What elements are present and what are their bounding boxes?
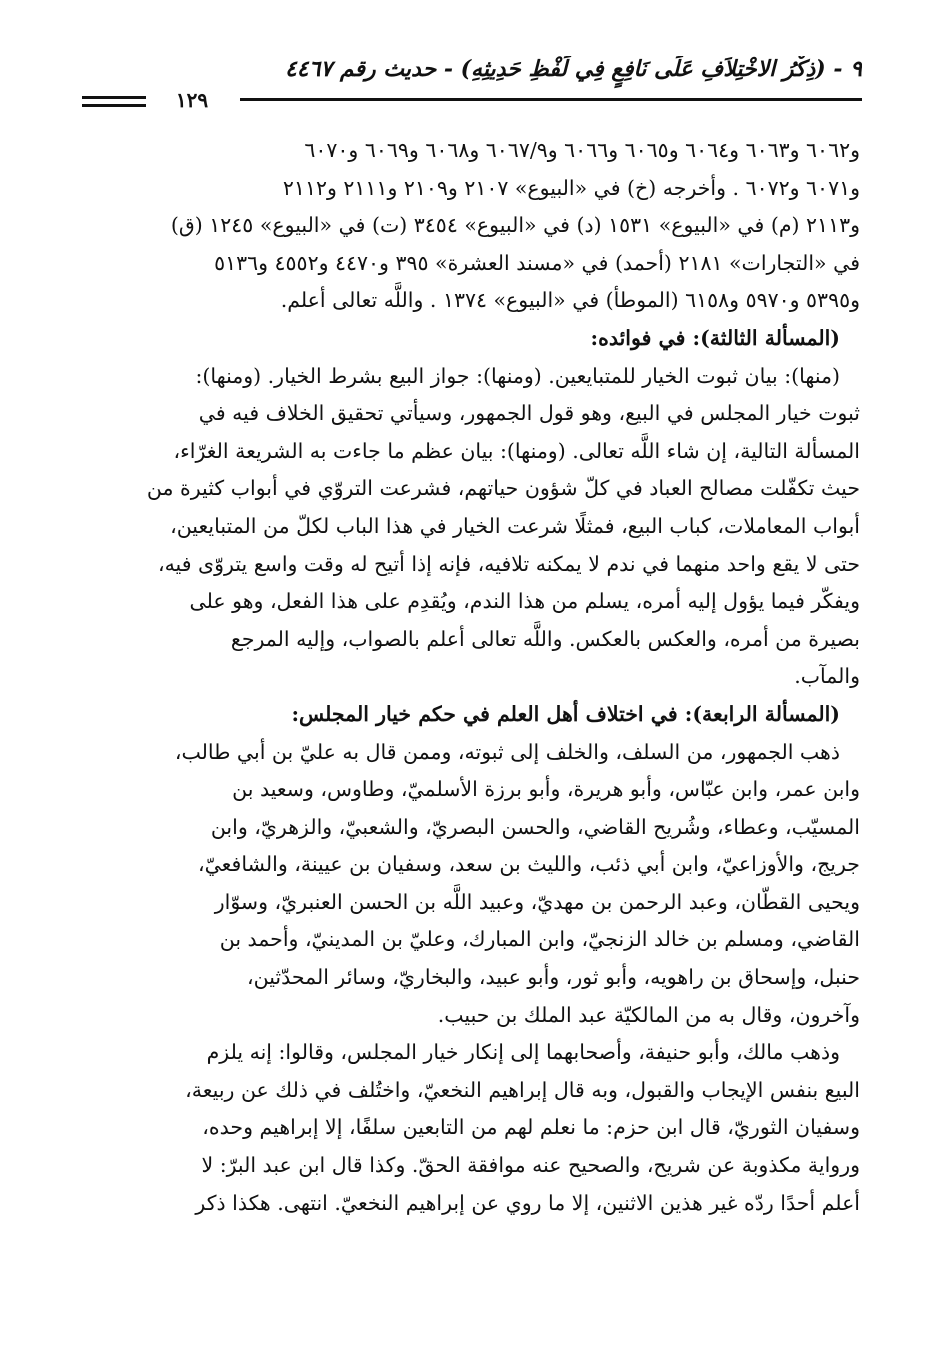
text-line: البيع بنفس الإيجاب والقبول، وبه قال إبراهيم النخعيّ، واختُلف في ذلك عن ربيعة، [185, 1077, 860, 1102]
section-heading-third-issue: (المسألة الثالثة): في فوائده: [590, 325, 840, 350]
text-line: وسفيان الثوريّ، قال ابن حزم: ما نعلم لهم من التابعين سلفًا، إلا إبراهيم وحده، [202, 1115, 860, 1140]
running-header-title: ٩ - (ذِكْرُ الاخْتِلاَفِ عَلَى نَافِعٍ فِي لَفْظِ حَدِيثِهِ) - حديث رقم ٤٤٦٧ [284, 56, 862, 82]
text-line: وابن عمر، وابن عبّاس، وأبو هريرة، وأبو برزة الأسلميّ، وطاوس، وسعيد بن [232, 777, 860, 802]
page-number: ١٢٩ [175, 88, 209, 112]
text-line: حنبل، وإسحاق بن راهويه، وأبو ثور، وأبو عبيد، والبخاريّ، وسائر المحدّثين، [246, 965, 860, 990]
text-line: و٢١١٣ (م) في «البيوع» ١٥٣١ (د) في «البيوع» ٣٤٥٤ (ت) في «البيوع» ١٢٤٥ (ق) [170, 213, 860, 238]
text-line: و٥٣٩٥ و٥٩٧٠ و٦١٥٨ (الموطأ) في «البيوع» ١٣٧٤ . واللَّه تعالى أعلم. [280, 288, 860, 313]
text-line: ويحيى القطّان، وعبد الرحمن بن مهديّ، وعبيد اللَّه بن الحسن العنبريّ، وسوّار [214, 889, 860, 914]
text-line: وآخرون، وقال به من المالكيّة عبد الملك بن حبيب. [437, 1002, 860, 1027]
text-line: ذهب الجمهور، من السلف، والخلف إلى ثبوته، وممن قال به عليّ بن أبي طالب، [174, 739, 840, 764]
header-rule [240, 98, 862, 101]
page-number-rule-top [82, 96, 146, 99]
text-line: في «التجارات» ٢١٨١ (أحمد) في «مسند العشرة» ٣٩٥ و٤٤٧٠ و٤٥٥٢ و٥١٣٦ [214, 250, 860, 275]
text-line: المسيّب، وعطاء، وشُريح القاضي، والحسن البصريّ، والشعبيّ، والزهريّ، وابن [210, 814, 860, 839]
body-text [80, 132, 860, 1222]
text-line: حتى لا يقع واحد منهما في ندم لا يمكنه تلافيه، فإنه إذا أتيح له وقت واسع يتروّى فيه، [157, 551, 860, 576]
text-line: القاضي، ومسلم بن خالد الزنجيّ، وابن المبارك، وعليّ بن المدينيّ، وأحمد بن [219, 927, 860, 952]
text-line: جريج، والأوزاعيّ، وابن أبي ذئب، والليث بن سعد، وسفيان بن عيينة، والشافعيّ، [197, 852, 860, 877]
section-heading-fourth-issue: (المسألة الرابعة): في اختلاف أهل العلم في حكم خيار المجلس: [291, 701, 840, 726]
text-line: و٦٠٦٢ و٦٠٦٣ و٦٠٦٤ و٦٠٦٥ و٦٠٦٦ و٦٠٦٧/٩ و٦٠٦٨ و٦٠٦٩ و٦٠٧٠ [304, 138, 860, 162]
text-line: ثبوت خيار المجلس في البيع، وهو قول الجمهور، وسيأتي تحقيق الخلاف فيه في [198, 401, 860, 426]
text-line: أبواب المعاملات، كباب البيع، فمثلًا شرعت الخيار في هذا الباب لكلّ من المتبايعين، [170, 513, 860, 538]
text-line: والمآب. [794, 664, 860, 689]
text-line: (منها): بيان ثبوت الخيار للمتبايعين. (ومنها): جواز البيع بشرط الخيار. (ومنها): [195, 363, 840, 388]
text-line: أعلم أحدًا ردّه غير هذين الاثنين، إلا ما روي عن إبراهيم النخعيّ. انتهى. هكذا ذكر [195, 1190, 860, 1215]
text-line: حيث تكفّلت مصالح العباد في كلّ شؤون حياتهم، فشرعت التروّي في أبواب كثيرة من [146, 476, 860, 501]
page-number-rule-bottom [82, 104, 146, 107]
text-line: ورواية مكذوبة عن شريح، والصحيح عنه موافقة الحقّ. وكذا قال ابن عبد البرّ: لا [201, 1153, 860, 1178]
text-line: ويفكّر فيما يؤول إليه أمره، يسلم من هذا الندم، ويُقدِم على هذا الفعل، وهو على [189, 589, 860, 614]
text-line: وذهب مالك، وأبو حنيفة، وأصحابهما إلى إنكار خيار المجلس، وقالوا: إنه يلزم [206, 1040, 840, 1065]
text-line: بصيرة من أمره، والعكس بالعكس. واللَّه تعالى أعلم بالصواب، وإليه المرجع [230, 626, 860, 651]
text-line: و٦٠٧١ و٦٠٧٢ . وأخرجه (خ) في «البيوع» ٢١٠٧ و٢١٠٩ و٢١١١ و٢١١٢ [282, 175, 860, 200]
text-line: المسألة التالية، إن شاء اللَّه تعالى. (ومنها): بيان عظم ما جاءت به الشريعة الغرّاء، [173, 438, 860, 463]
